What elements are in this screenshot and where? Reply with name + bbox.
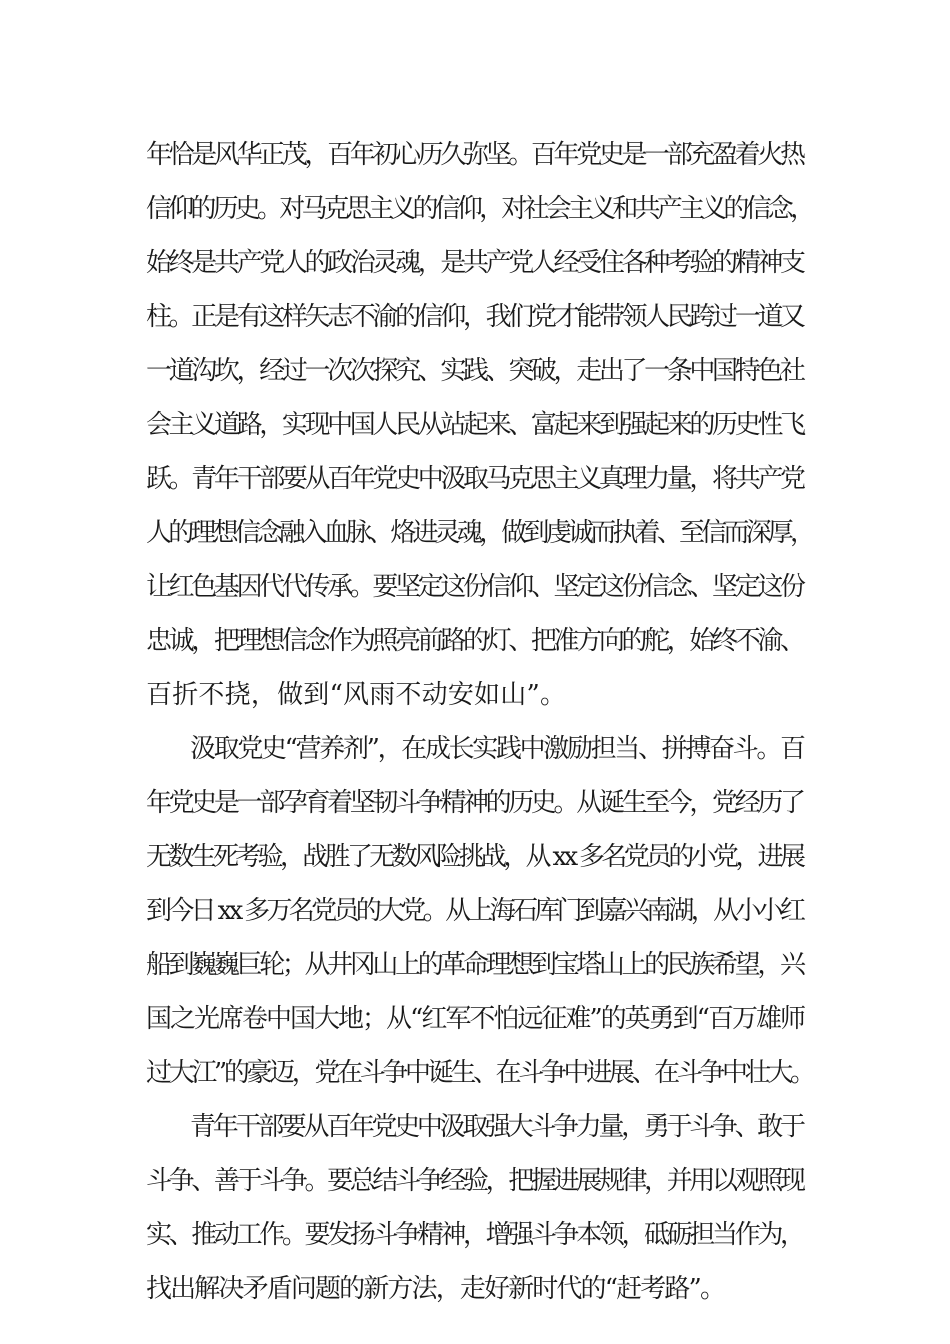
text-line: 实、推动工作。要发扬斗争精神，增强斗争本领，砥砺担当作为， [146, 1220, 803, 1250]
text-line: 一道沟坎，经过一次次探究、实践、突破，走出了一条中国特色社 [146, 356, 803, 386]
text-line: 忠诚，把理想信念作为照亮前路的灯、把准方向的舵，始终不渝、 [146, 626, 803, 656]
text-line: 年恰是风华正茂，百年初心历久弥坚。百年党史是一部充盈着火热 [146, 140, 803, 170]
text-line: 找出解决矛盾问题的新方法，走好新时代的“赶考路”。 [146, 1274, 725, 1304]
paragraph-first-line: 汲取党史“营养剂”，在成长实践中激励担当、拼搏奋斗。百 [190, 734, 804, 764]
text-line: 百折不挠，做到“风雨不动安如山”。 [146, 680, 567, 710]
text-line: 到今日 xx 多万名党员的大党。从上海石库门到嘉兴南湖，从小小红 [146, 896, 803, 926]
text-line: 始终是共产党人的政治灵魂，是共产党人经受住各种考验的精神支 [146, 248, 803, 278]
text-line: 过大江”的豪迈，党在斗争中诞生、在斗争中进展、在斗争中壮大。 [146, 1058, 813, 1088]
text-line: 船到巍巍巨轮；从井冈山上的革命理想到宝塔山上的民族希望，兴 [146, 950, 803, 980]
text-line: 信仰的历史。对马克思主义的信仰，对社会主义和共产主义的信念， [146, 194, 813, 224]
paragraph-first-line: 青年干部要从百年党史中汲取强大斗争力量，勇于斗争、敢于 [190, 1112, 803, 1142]
text-line: 让红色基因代代传承。要坚定这份信仰、坚定这份信念、坚定这份 [146, 572, 803, 602]
text-line: 人的理想信念融入血脉、烙进灵魂，做到虔诚而执着、至信而深厚， [146, 518, 813, 548]
text-line: 年党史是一部孕育着坚韧斗争精神的历史。从诞生至今，党经历了 [146, 788, 803, 818]
text-line: 无数生死考验，战胜了无数风险挑战，从 xx 多名党员的小党，进展 [146, 842, 803, 872]
text-line: 会主义道路，实现中国人民从站起来、富起来到强起来的历史性飞 [146, 410, 803, 440]
text-line: 柱。正是有这样矢志不渝的信仰，我们党才能带领人民跨过一道又 [146, 302, 803, 332]
text-line: 跃。青年干部要从百年党史中汲取马克思主义真理力量，将共产党 [146, 464, 803, 494]
text-line: 国之光席卷中国大地；从“红军不怕远征难”的英勇到“百万雄师 [146, 1004, 804, 1034]
text-line: 斗争、善于斗争。要总结斗争经验，把握进展规律，并用以观照现 [146, 1166, 803, 1196]
